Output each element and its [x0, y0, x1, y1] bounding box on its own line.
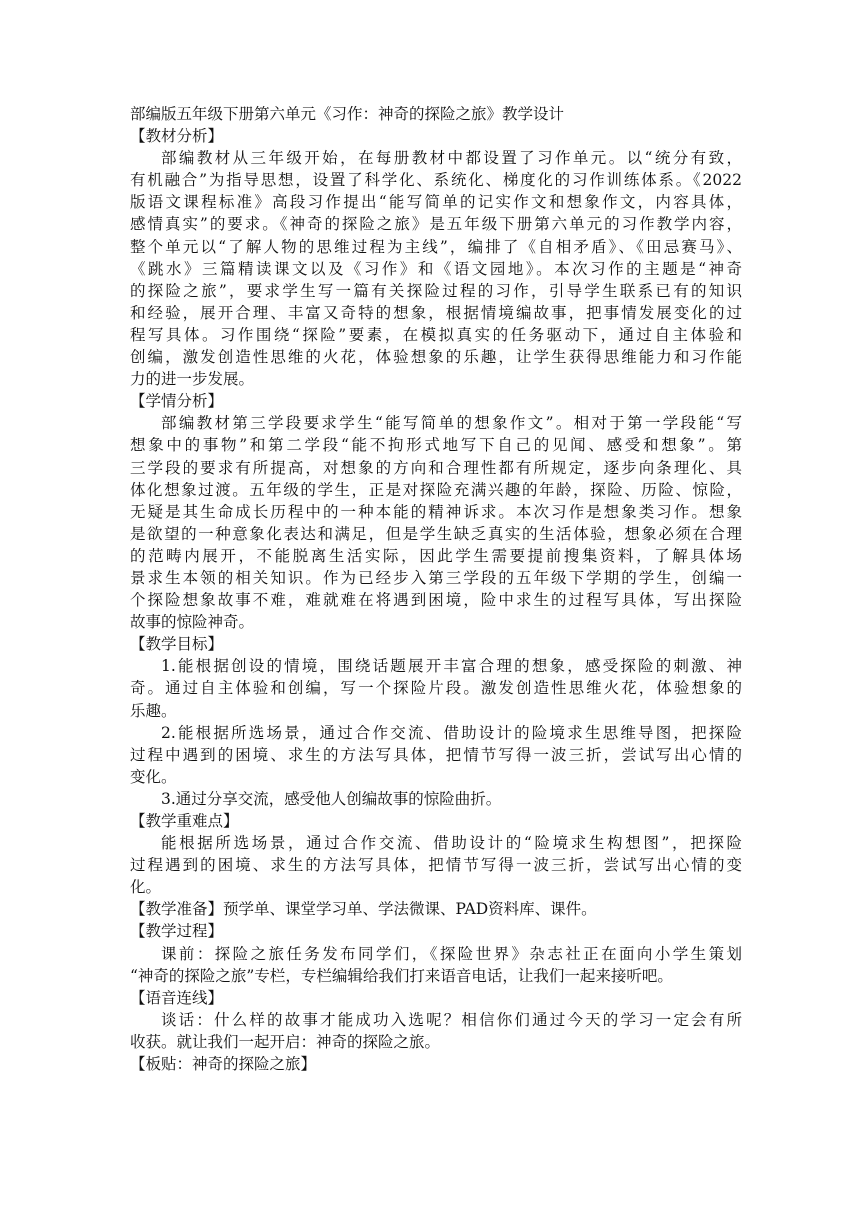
paragraph-line: 部编教材第三学段要求学生“能写简单的想象作文”。相对于第一学段能“写	[161, 414, 742, 433]
paragraph-line: 的范畴内展开，不能脱离生活实际，因此学生需要提前搜集资料，了解具体场	[130, 546, 742, 565]
paragraph-line: 无疑是其生命成长历程中的一种本能的精神诉求。本次习作是想象类习作。想象	[130, 502, 742, 521]
document-title: 部编版五年级下册第六单元《习作：神奇的探险之旅》教学设计	[130, 105, 565, 123]
section-heading: 【教学重难点】	[130, 812, 239, 830]
document-page	[130, 103, 742, 1075]
paragraph-line: 收获。就让我们一起开启：神奇的探险之旅。	[130, 1032, 441, 1051]
paragraph-line: 故事的惊险神奇。	[130, 613, 255, 632]
paragraph-line: 三学段的要求有所提高，对想象的方向和合理性都有所规定，逐步向条理化、具	[130, 458, 742, 477]
objective-line: 奇。通过自主体验和创编，写一个探险片段。激发创造性思维火花，体验想象的	[130, 679, 742, 698]
paragraph-line: 是欲望的一种意象化表达和满足，但是学生缺乏真实的生活体验，想象必须在合理	[130, 524, 742, 543]
section-heading: 【教学过程】	[130, 922, 224, 941]
paragraph-line: 过程遇到的困境、求生的方法写具体，把情节写得一波三折，尝试写出心情的变	[130, 856, 742, 875]
section-heading: 【语音连线】	[130, 988, 224, 1007]
section-heading: 【教材分析】	[130, 127, 224, 146]
paragraph-line: 课前：探险之旅任务发布同学们，《探险世界》杂志社正在面向小学生策划	[161, 944, 742, 963]
paragraph-line: 个探险想象故事不难，难就难在将遇到困境，险中求生的过程写具体，写出探险	[130, 591, 742, 610]
objective-line: 过程中遇到的困境、求生的方法写具体，把情节写得一波三折，尝试写出心情的	[130, 745, 742, 764]
paragraph-line: 谈话：什么样的故事才能成功入选呢？相信你们通过今天的学习一定会有所	[161, 1010, 742, 1029]
section-heading: 【板贴：神奇的探险之旅】	[130, 1055, 317, 1074]
paragraph-line: 的探险之旅”，要求学生写一篇有关探险过程的习作，引导学生联系已有的知识	[130, 281, 742, 300]
paragraph-line: 和经验，展开合理、丰富又奇特的想象，根据情境编故事，把事情发展变化的过	[130, 303, 742, 322]
paragraph-line: 创编，激发创造性思维的火花，体验想象的乐趣，让学生获得思维能力和习作能	[130, 348, 742, 367]
paragraph-line: 《跳水》三篇精读课文以及《习作》和《语文园地》。本次习作的主题是“神奇	[130, 259, 742, 278]
section-heading: 【教学目标】	[130, 635, 224, 654]
objective-line: 1.能根据创设的情境，围绕话题展开丰富合理的想象，感受探险的刺激、神	[161, 657, 742, 676]
paragraph-line: 景求生本领的相关知识。作为已经步入第三学段的五年级下学期的学生，创编一	[130, 568, 742, 587]
paragraph-line: 体化想象过渡。五年级的学生，正是对探险充满兴趣的年龄，探险、历险、惊险，	[130, 480, 742, 499]
paragraph-line: “神奇的探险之旅”专栏，专栏编辑给我们打来语音电话，让我们一起来接听吧。	[130, 966, 673, 985]
paragraph-line: 部编教材从三年级开始，在每册教材中都设置了习作单元。以“统分有致，	[161, 149, 742, 168]
section-heading: 【学情分析】	[130, 392, 224, 411]
paragraph-line: 能根据所选场景，通过合作交流、借助设计的“险境求生构想图”，把探险	[161, 834, 742, 853]
paragraph-line: 感情真实”的要求。《神奇的探险之旅》是五年级下册第六单元的习作教学内容，	[130, 215, 742, 234]
objective-line: 乐趣。	[130, 701, 177, 720]
paragraph-line: 有机融合”为指导思想，设置了科学化、系统化、梯度化的习作训练体系。《2022	[130, 171, 742, 190]
paragraph-line: 化。	[130, 878, 162, 897]
objective-line: 变化。	[130, 767, 177, 786]
paragraph-line: 想象中的事物”和第二学段“能不拘形式地写下自己的见闻、感受和想象”。第	[130, 436, 742, 455]
paragraph-line: 力的进一步发展。	[130, 370, 255, 389]
objective-line: 3.通过分享交流，感受他人创编故事的惊险曲折。	[161, 789, 502, 808]
section-heading: 【教学准备】预学单、课堂学习单、学法微课、PAD资料库、课件。	[130, 900, 597, 919]
paragraph-line: 程写具体。习作围绕“探险”要素，在模拟真实的任务驱动下，通过自主体验和	[130, 325, 742, 344]
paragraph-line: 版语文课程标准》高段习作提出“能写简单的记实作文和想象作文，内容具体，	[130, 193, 742, 212]
paragraph-line: 整个单元以“了解人物的思维过程为主线”，编排了《自相矛盾》、《田忌赛马》、	[130, 237, 742, 256]
objective-line: 2.能根据所选场景，通过合作交流、借助设计的险境求生思维导图，把探险	[161, 723, 742, 742]
